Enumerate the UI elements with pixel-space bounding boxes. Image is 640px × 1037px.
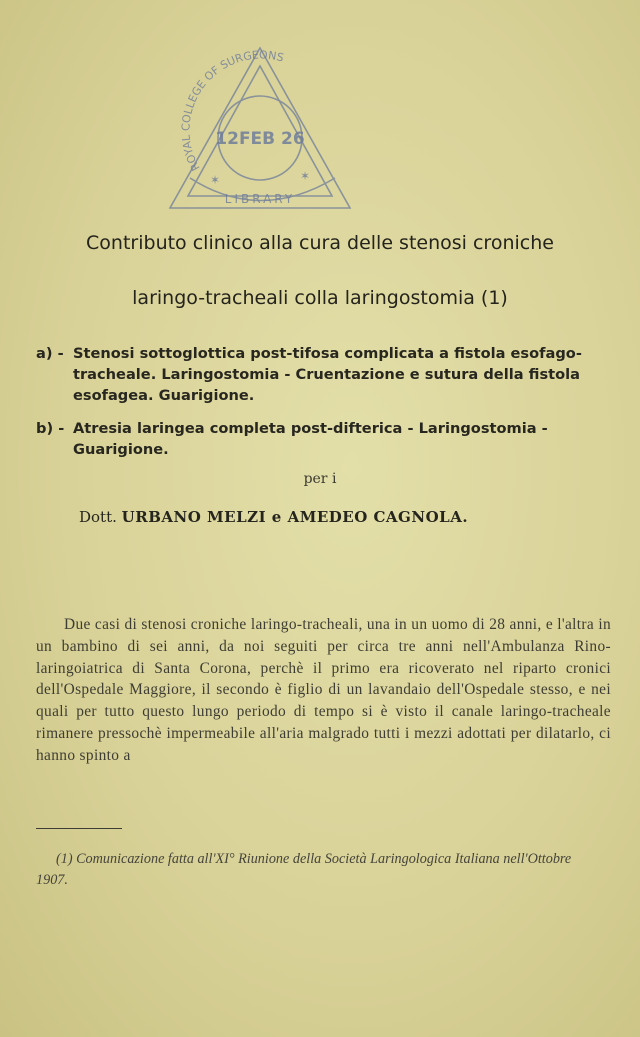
article-title-line-2: laringo-tracheali colla laringostomia (1) [132, 287, 508, 309]
case-b [36, 418, 608, 460]
stamp-ring-text: ROYAL COLLEGE OF SURGEONS [179, 48, 286, 173]
article-title-line-1: Contributo clinico alla cura delle stenosi croniche [86, 232, 554, 254]
body-paragraph: Due casi di stenosi croniche laringo-tracheali, una in un uomo di 28 anni, e l'altra in un bambino di sei anni, da noi seguiti per circa tre anni nell'Ambulanza Rino-laringoiatrica di Santa Corona, perchè il primo era ricoverato nel riparto cronici dell'Ospedale Maggiore, il secondo è figlio di un lavandaio dell'Ospedale stesso, e nei quali per tutto questo lungo periodo di tempo si è visto il canale laringo-tracheale rimanere pressochè impermeabile all'aria malgrado tutti i mezzi adottati per dilatarlo, ci hanno spinto a [36, 616, 611, 764]
library-stamp [160, 38, 360, 218]
footnote: (1) Comunicazione fatta all'XI° Riunione della Società Laringologica Italiana nell'Ottobre 1907. [36, 851, 572, 888]
case-b-text: Atresia laringea completa post-difterica - Laringostomia - Guarigione. [73, 420, 548, 458]
case-a [36, 343, 608, 406]
authors-names: URBANO MELZI e AMEDEO CAGNOLA. [121, 508, 469, 526]
svg-text:ROYAL COLLEGE OF SURGEONS [179, 48, 285, 173]
case-b-key: b) - [36, 420, 65, 437]
case-a-key: a) - [36, 345, 64, 362]
case-a-text: Stenosi sottoglottica post-tifosa complicata a fistola esofago-tracheale. Laringostomia - Cruentazione e sutura della fistola esofagea. Guarigione. [73, 345, 582, 404]
authors-prefix: Dott. [79, 508, 117, 526]
footnote-divider [36, 828, 122, 829]
stamp-date: 12FEB 26 [215, 129, 305, 149]
byline-per: per i [303, 471, 337, 487]
authors [79, 508, 468, 526]
star-icon: ✶ [210, 173, 221, 187]
stamp-banner: LIBRARY [224, 192, 296, 206]
star-icon: ✶ [300, 169, 311, 183]
